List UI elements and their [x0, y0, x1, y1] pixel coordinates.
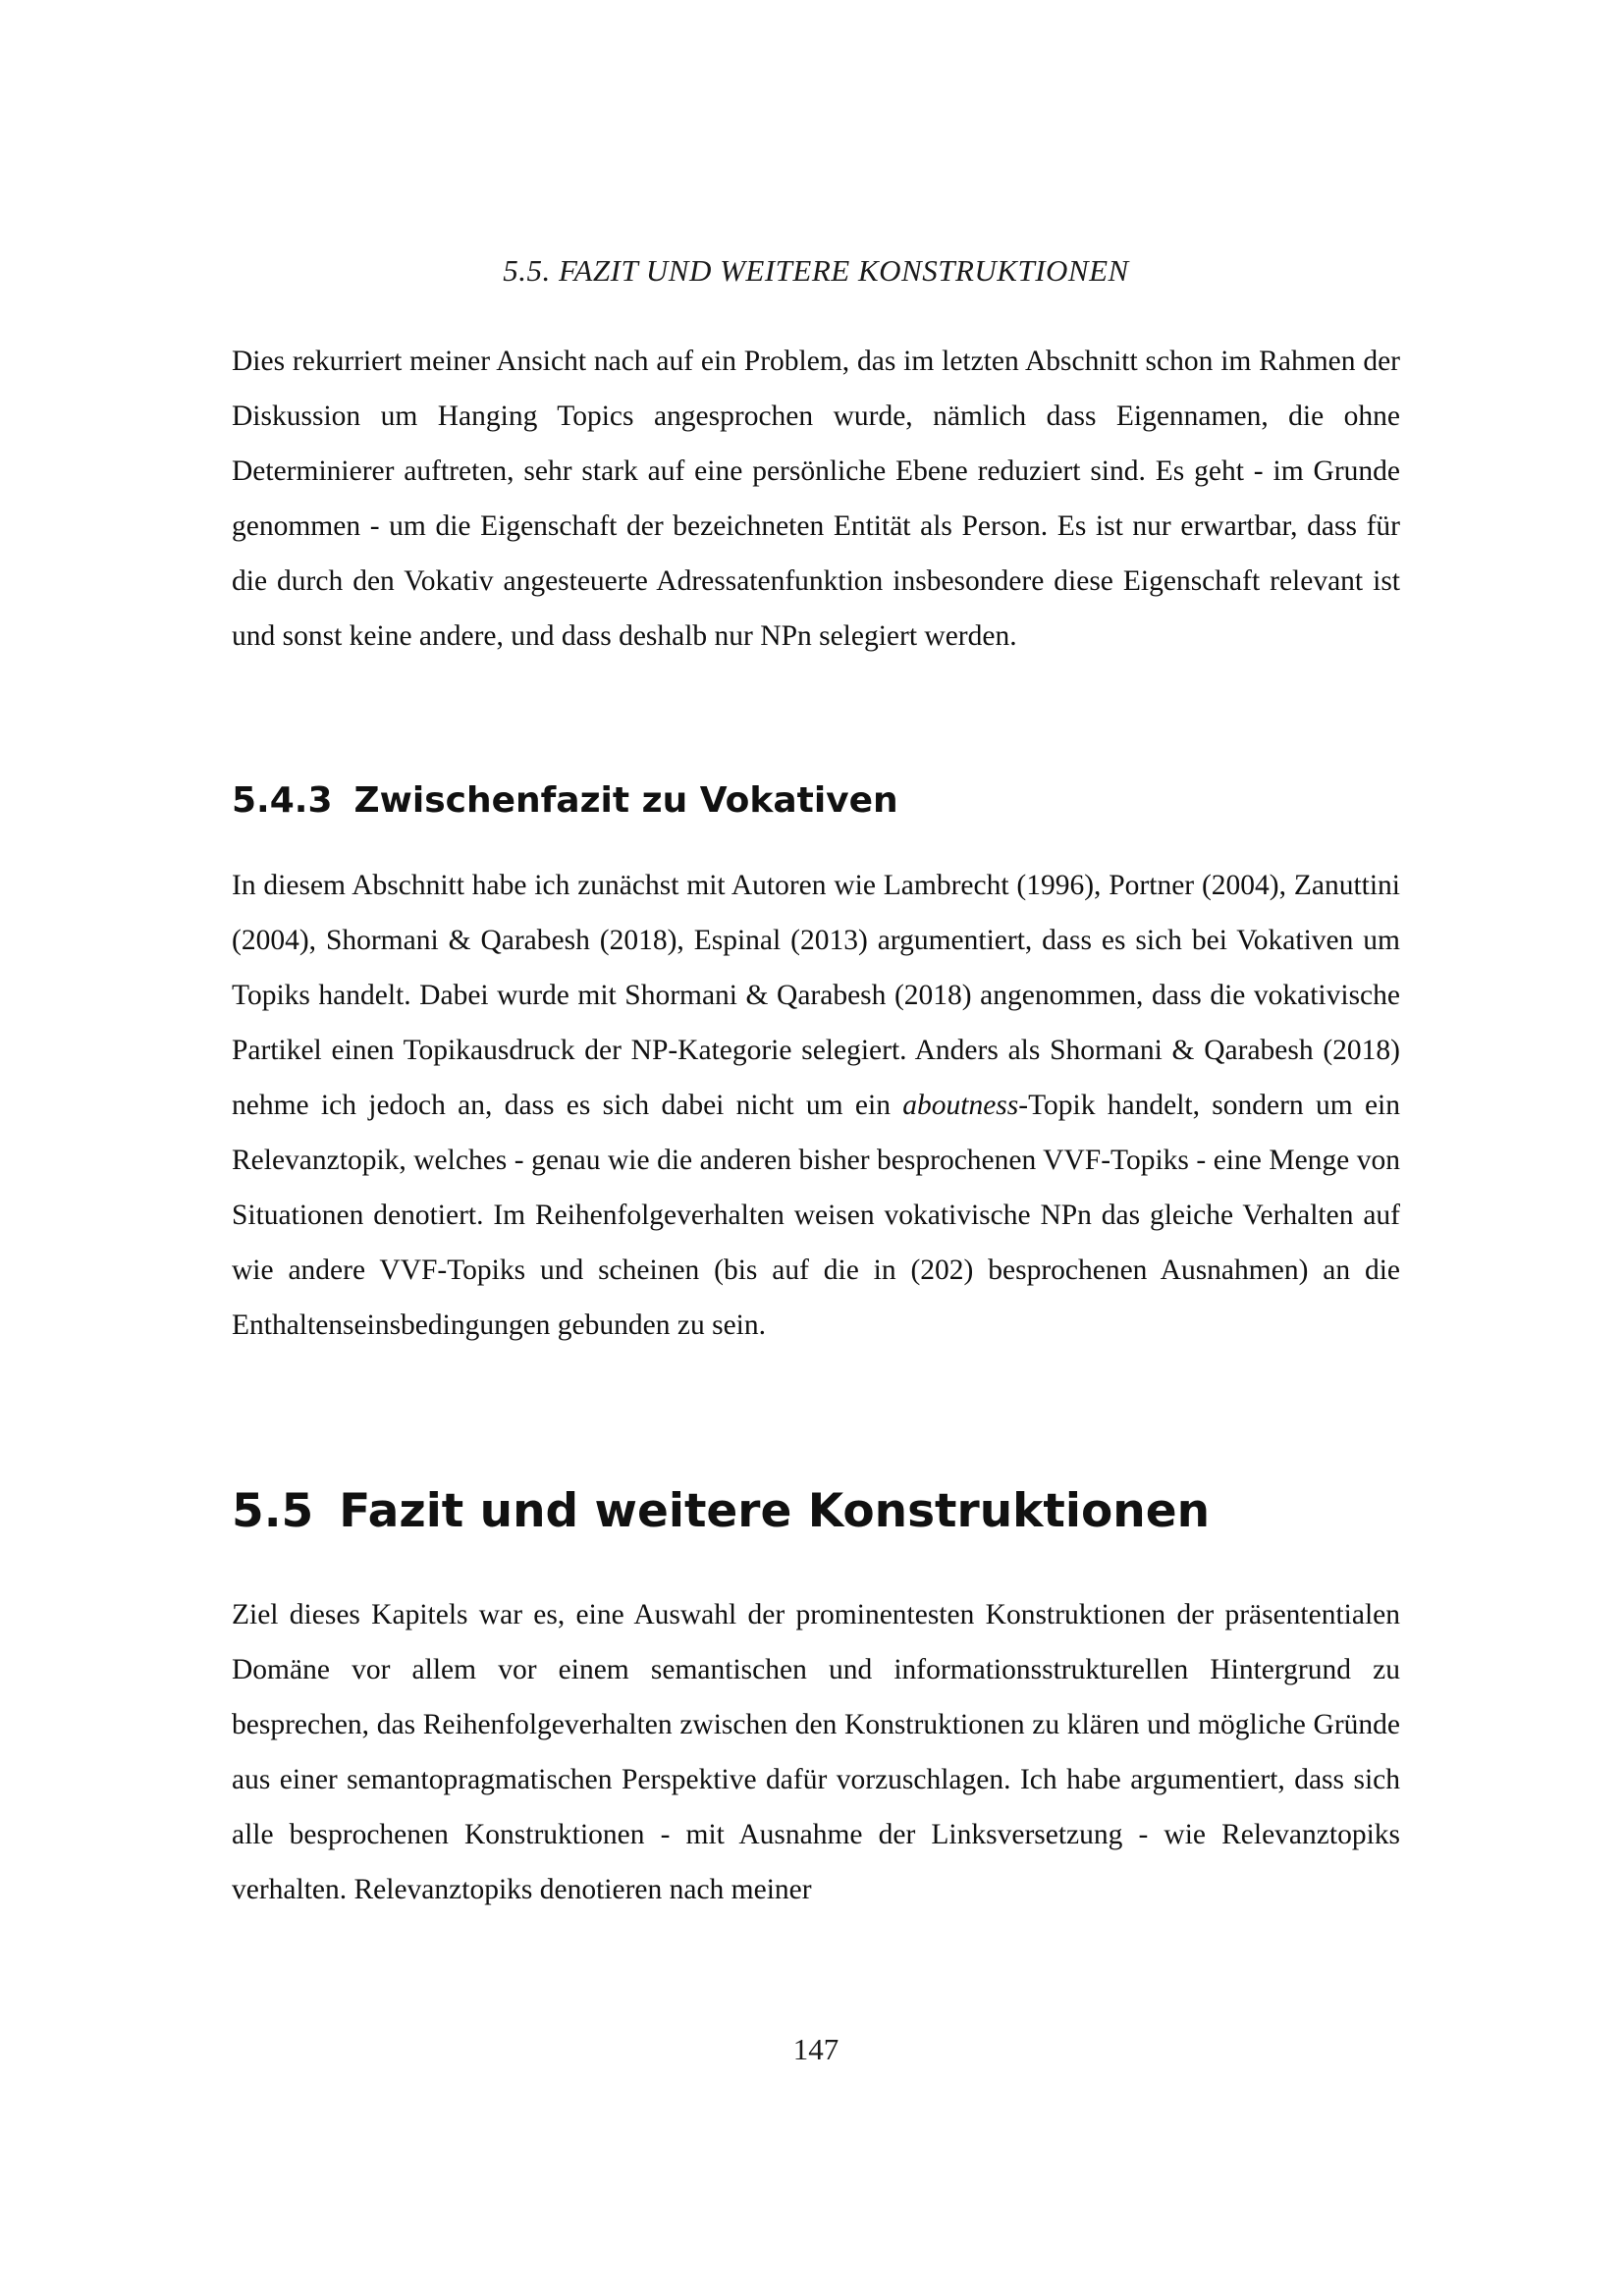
- subsection-title-text: Zwischenfazit zu Vokativen: [353, 780, 898, 821]
- paragraph-3-text: Ziel dieses Kapitels war es, eine Auswahl der prominentesten Konstruktionen der präsententialen Domäne vor allem vor einem semantischen und informationsstrukturellen Hintergrund zu besprechen, das Reihenfolgeverhalten zwischen den Konstruktionen zu klären und mögliche Gründe aus einer semantopragmatischen Perspektive dafür vorzuschlagen. Ich habe argumentiert, dass sich alle besprochenen Konstruktionen - mit Ausnahme der Linksversetzung - wie Relevanztopiks verhalten. Relevanztopiks denotieren nach meiner: [232, 1599, 1400, 1905]
- section-heading: [232, 1484, 1210, 1538]
- running-header: 5.5. FAZIT UND WEITERE KONSTRUKTIONEN: [503, 253, 1129, 288]
- section-number: 5.5: [232, 1484, 314, 1538]
- paragraph-fazit: [232, 1587, 1400, 1917]
- page-number: 147: [792, 2032, 839, 2066]
- section-title-text: Fazit und weitere Konstruktionen: [339, 1484, 1211, 1538]
- paragraph-1-text: Dies rekurriert meiner Ansicht nach auf ein Problem, das im letzten Abschnitt schon im Rahmen der Diskussion um Hanging Topics angesprochen wurde, nämlich dass Eigennamen, die ohne Determinierer auftreten, sehr stark auf eine persönliche Ebene reduziert sind. Es geht - im Grunde genommen - um die Eigenschaft der bezeichneten Entität als Person. Es ist nur erwartbar, dass für die durch den Vokativ angesteuerte Adressatenfunktion insbesondere diese Eigenschaft relevant ist und sonst keine andere, und dass deshalb nur NPn selegiert werden.: [232, 346, 1400, 652]
- subsection-heading: [232, 780, 898, 821]
- paragraph-2-part-1: In diesem Abschnitt habe ich zunächst mit Autoren wie Lambrecht (1996), Portner (2004), Zanuttini (2004), Shormani & Qarabesh (2018), Espinal (2013) argumentiert, dass es sich bei Vokativen um Topiks handelt. Dabei wurde mit Shormani & Qarabesh (2018) angenommen, dass die vokativische Partikel einen Topikausdruck der NP-Kategorie selegiert. Anders als Shormani & Qarabesh (2018) nehme ich jedoch an, dass es sich dabei nicht um ein: [232, 870, 1400, 1121]
- paragraph-continued: [232, 334, 1400, 664]
- paragraph-2-emphasis: aboutness: [902, 1090, 1019, 1121]
- paragraph-zwischenfazit: [232, 858, 1400, 1353]
- subsection-number: 5.4.3: [232, 780, 333, 821]
- paragraph-2-part-2: -Topik handelt, sondern um ein Relevanztopik, welches - genau wie die anderen bisher besprochenen VVF-Topiks - eine Menge von Situationen denotiert. Im Reihenfolgeverhalten weisen vokativische NPn das gleiche Verhalten auf wie andere VVF-Topiks und scheinen (bis auf die in (202) besprochenen Ausnahmen) an die Enthaltenseinsbedingungen gebunden zu sein.: [232, 1090, 1400, 1341]
- paragraph-2-text: [232, 858, 1400, 1353]
